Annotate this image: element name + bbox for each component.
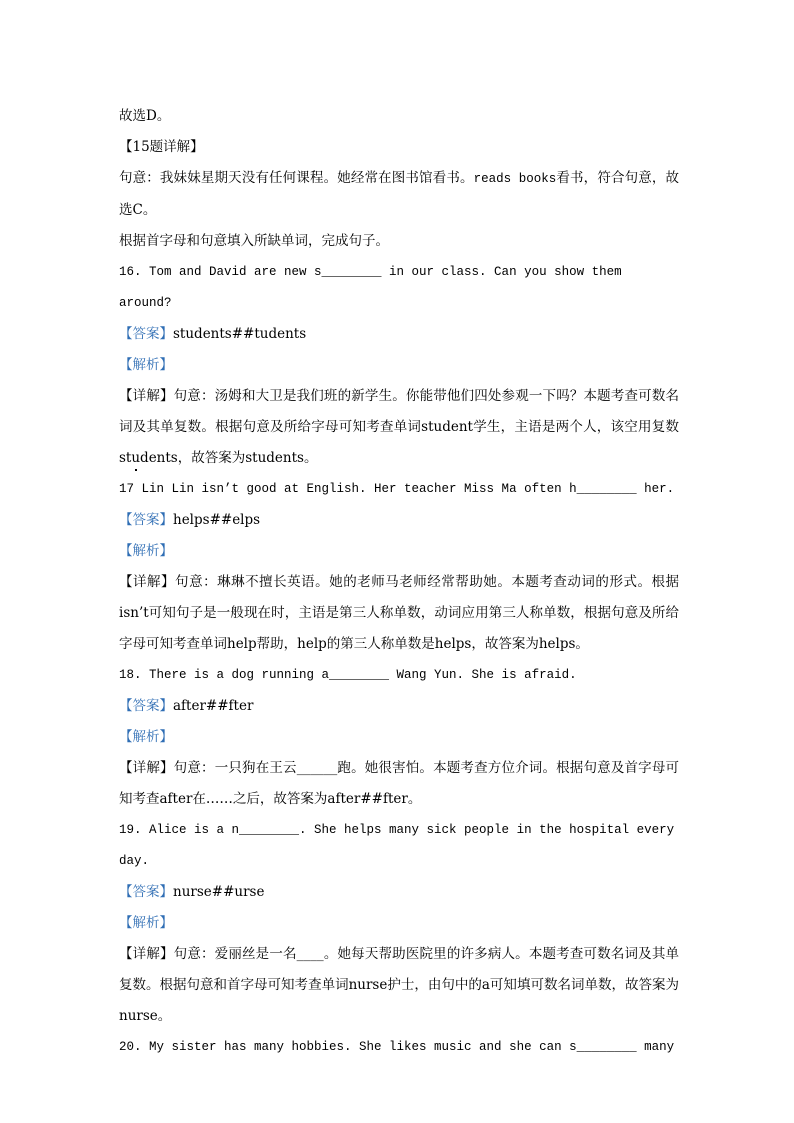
- answer-line: 【答案】helps##elps: [119, 512, 261, 528]
- answer-tag: 【答案】: [119, 884, 173, 900]
- question-18: 18. There is a dog running a________ Wang Yun. She is afraid.: [119, 668, 577, 682]
- section-heading: 【15题详解】: [119, 139, 204, 155]
- question-16: 16. Tom and David are new s________ in our class. Can you show them around?: [119, 265, 630, 310]
- question-20: 20. My sister has many hobbies. She likes music and she can s________ many: [119, 1040, 675, 1054]
- analysis-tag: 【解析】: [119, 357, 173, 373]
- analysis-tag: 【解析】: [119, 543, 173, 559]
- answer-line: 【答案】nurse##urse: [119, 884, 265, 900]
- answer-line: 【答案】students##tudents: [119, 326, 307, 342]
- instruction-line: 根据首字母和句意填入所缺单词，完成句子。: [119, 233, 389, 249]
- detail-paragraph: 【详解】句意：琳琳不擅长英语。她的老师马老师经常帮助她。本题考查动词的形式。根据isn’t可知句子是一般现在时，主语是第三人称单数，动词应用第三人称单数，根据句意及所给字母可知考查单词help帮助，help的第三人称单数是helps，故答案为helps。: [119, 574, 679, 652]
- document-body: [119, 101, 682, 1063]
- detail-paragraph: 【详解】句意：一只狗在王云______跑。她很害怕。本题考查方位介词。根据句意及首字母可知考查after在……之后，故答案为after##fter。: [119, 760, 679, 807]
- paragraph: 句意：我妹妹星期天没有任何课程。她经常在图书馆看书。reads books看书，符合句意，故选C。: [119, 170, 680, 218]
- analysis-tag: 【解析】: [119, 729, 173, 745]
- question-17: 17 Lin Lin isn’t good at English. Her teacher Miss Ma often h________ her.: [119, 482, 675, 496]
- answer-tag: 【答案】: [119, 512, 173, 528]
- question-19: 19. Alice is a n________. She helps many sick people in the hospital every day.: [119, 823, 682, 868]
- stray-dot-mark: [135, 469, 137, 471]
- answer-tag: 【答案】: [119, 326, 173, 342]
- detail-paragraph: 【详解】句意：爱丽丝是一名____。她每天帮助医院里的许多病人。本题考查可数名词及其单复数。根据句意和首字母可知考查单词nurse护士，由句中的a可知填可数名词单数，故答案为nurse。: [119, 946, 679, 1024]
- answer-tag: 【答案】: [119, 698, 173, 714]
- analysis-tag: 【解析】: [119, 915, 173, 931]
- answer-line: 【答案】after##fter: [119, 698, 254, 714]
- detail-paragraph: 【详解】句意：汤姆和大卫是我们班的新学生。你能带他们四处参观一下吗？本题考查可数名词及其单复数。根据句意及所给字母可知考查单词student学生，主语是两个人，该空用复数students，故答案为students。: [119, 388, 679, 466]
- text-line: 故选D。: [119, 108, 171, 124]
